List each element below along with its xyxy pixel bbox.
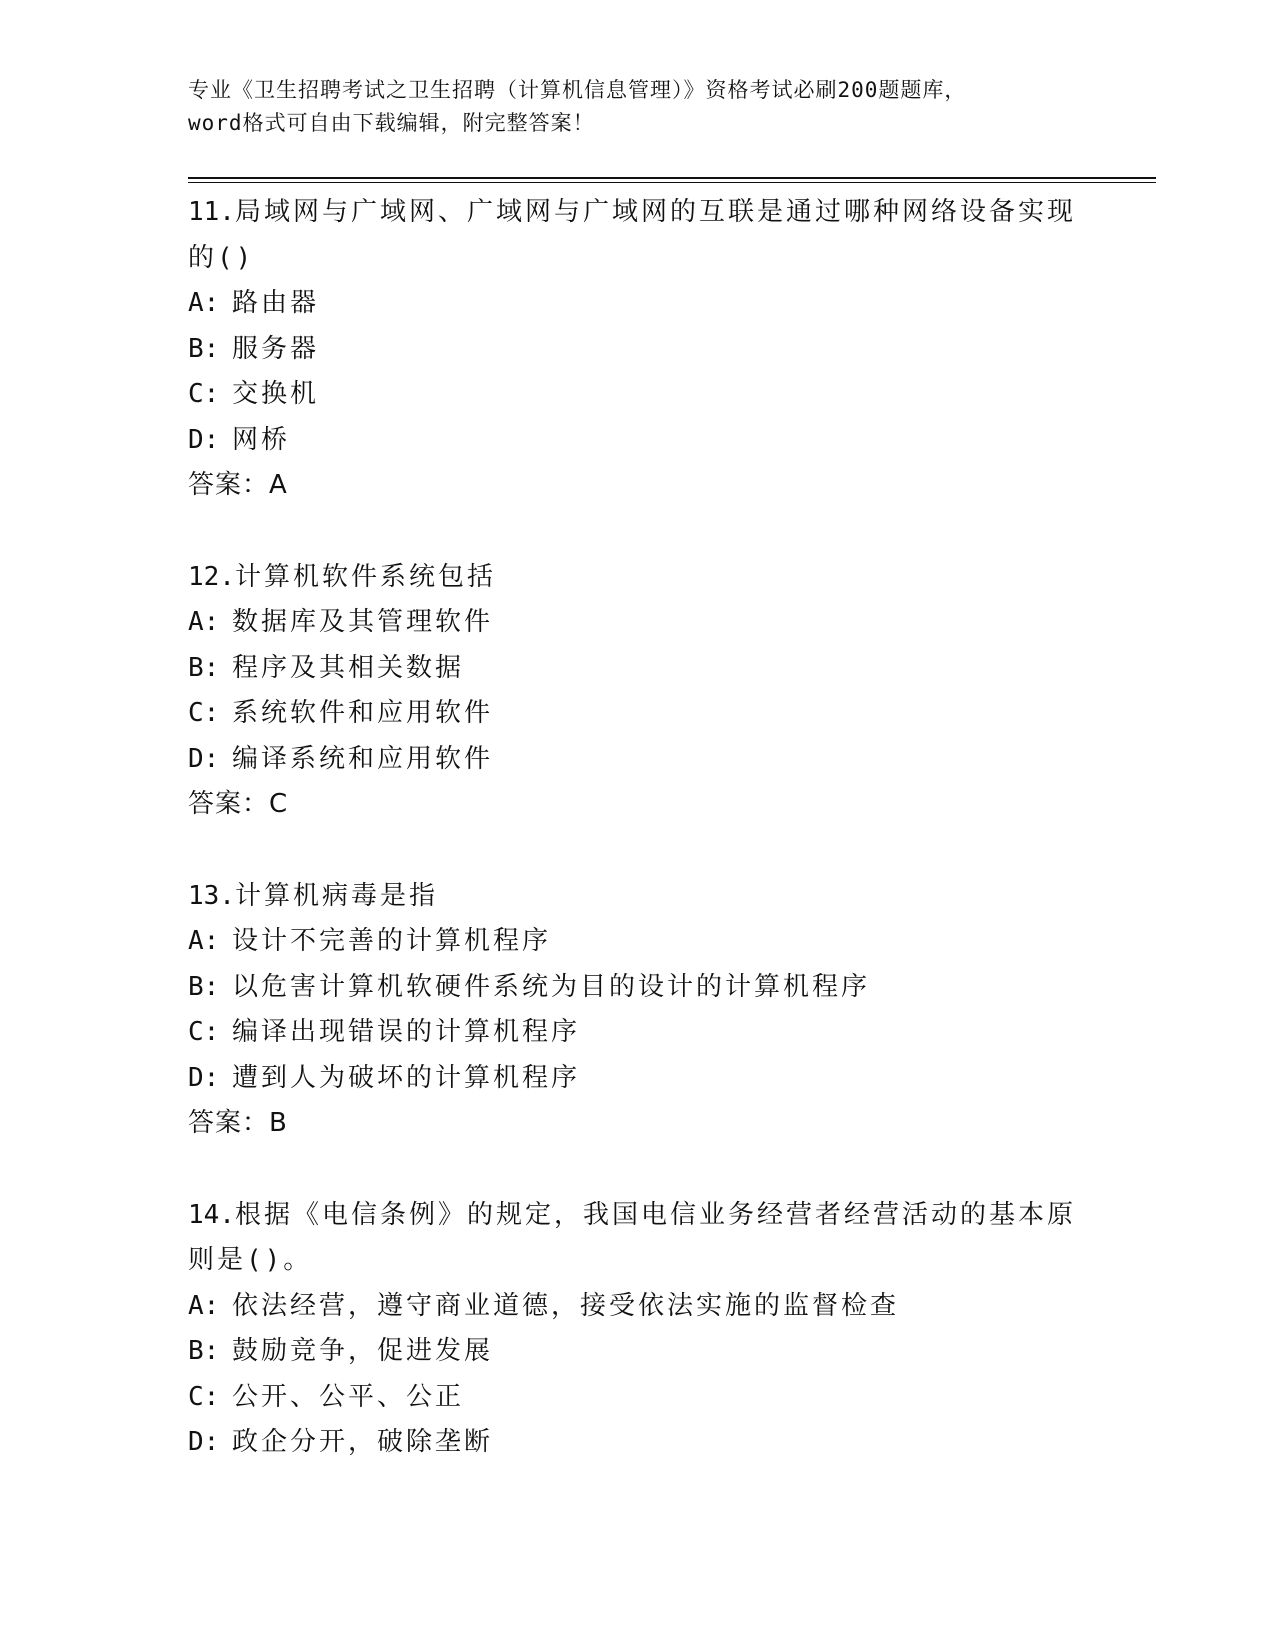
option-d — [188, 1056, 1088, 1102]
option-key: A: — [188, 1290, 220, 1321]
header-title-line: 专业《卫生招聘考试之卫生招聘（计算机信息管理）》资格考试必刷200题题库， — [188, 78, 967, 102]
option-key: A: — [188, 288, 220, 318]
option-b — [188, 646, 1088, 692]
question-item — [188, 874, 1088, 1147]
option-a — [188, 1284, 1088, 1330]
option-key: A: — [188, 926, 220, 956]
answer-line: 答案：B — [188, 1108, 288, 1138]
question-text: 局域网与广域网、广域网与广域网的互联是通过哪种网络设备实现的() — [188, 197, 1076, 273]
question-number: 13. — [188, 880, 235, 911]
option-key: D: — [188, 424, 220, 455]
question-stem — [188, 190, 1088, 281]
header-divider-thick — [188, 177, 1156, 179]
option-key: D: — [188, 1062, 220, 1093]
answer-line: 答案：C — [188, 789, 289, 819]
option-key: B: — [188, 971, 220, 1002]
option-key: B: — [188, 652, 220, 683]
question-item — [188, 555, 1088, 828]
option-c — [188, 1375, 1088, 1421]
option-text: 政企分开，破除垄断 — [232, 1427, 494, 1457]
option-d — [188, 1420, 1088, 1466]
option-key: B: — [188, 333, 220, 364]
option-text: 鼓励竞争，促进发展 — [232, 1336, 494, 1366]
header-divider-thin — [188, 182, 1156, 183]
question-stem — [188, 874, 1088, 920]
option-a — [188, 281, 1088, 327]
answer-line: 答案：A — [188, 470, 288, 500]
option-text: 以危害计算机软硬件系统为目的设计的计算机程序 — [232, 971, 871, 1002]
option-text: 系统软件和应用软件 — [232, 698, 494, 728]
option-key: C: — [188, 379, 220, 409]
option-text: 编译出现错误的计算机程序 — [232, 1017, 581, 1047]
option-b — [188, 965, 1088, 1011]
option-c — [188, 691, 1088, 737]
option-key: C: — [188, 698, 220, 728]
option-b — [188, 327, 1088, 373]
question-list — [188, 190, 1088, 1512]
option-b — [188, 1329, 1088, 1375]
option-text: 依法经营，遵守商业道德，接受依法实施的监督检查 — [232, 1290, 900, 1321]
question-text: 根据《电信条例》的规定，我国电信业务经营者经营活动的基本原则是()。 — [188, 1199, 1076, 1275]
question-item — [188, 1193, 1088, 1466]
option-key: A: — [188, 607, 220, 637]
question-number: 14. — [188, 1199, 235, 1230]
question-text: 计算机病毒是指 — [234, 880, 438, 911]
header-subtitle-line: word格式可自由下载编辑，附完整答案！ — [188, 111, 595, 135]
option-text: 公开、公平、公正 — [232, 1381, 465, 1412]
option-text: 编译系统和应用软件 — [232, 743, 494, 774]
question-number: 11. — [188, 197, 235, 227]
option-c — [188, 1010, 1088, 1056]
option-key: C: — [188, 1017, 220, 1047]
document-header — [188, 74, 1088, 140]
question-item — [188, 190, 1088, 509]
option-a — [188, 919, 1088, 965]
option-d — [188, 737, 1088, 783]
option-text: 路由器 — [232, 288, 320, 318]
option-a — [188, 600, 1088, 646]
question-stem — [188, 555, 1088, 601]
option-text: 设计不完善的计算机程序 — [232, 926, 552, 956]
option-c — [188, 372, 1088, 418]
option-text: 网桥 — [232, 424, 291, 455]
option-key: C: — [188, 1381, 220, 1412]
option-text: 遭到人为破坏的计算机程序 — [232, 1062, 581, 1093]
question-number: 12. — [188, 561, 235, 592]
option-text: 交换机 — [232, 379, 320, 409]
option-text: 数据库及其管理软件 — [232, 607, 494, 637]
option-key: B: — [188, 1336, 220, 1366]
option-text: 程序及其相关数据 — [232, 652, 465, 683]
option-d — [188, 418, 1088, 464]
option-key: D: — [188, 1427, 220, 1457]
option-text: 服务器 — [232, 333, 320, 364]
question-stem — [188, 1193, 1088, 1284]
question-text: 计算机软件系统包括 — [234, 561, 496, 592]
option-key: D: — [188, 743, 220, 774]
